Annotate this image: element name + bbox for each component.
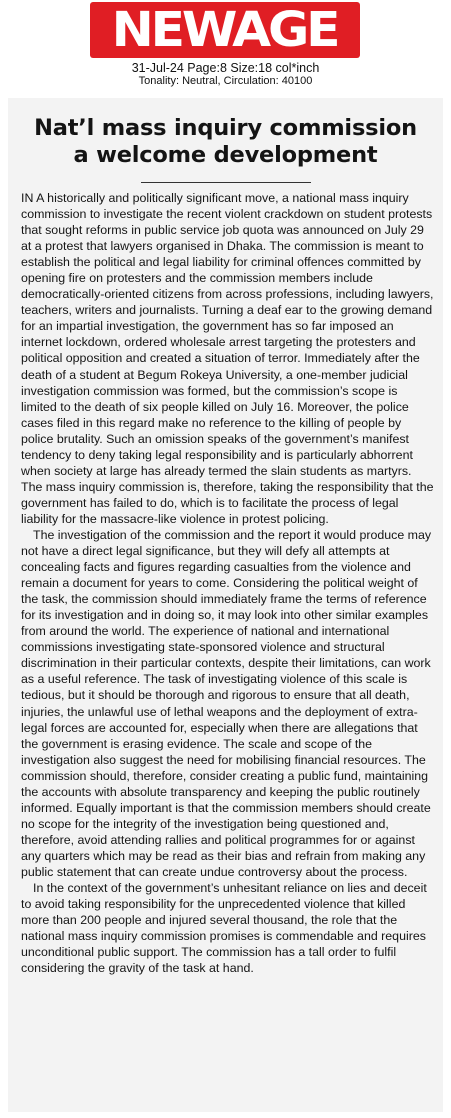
- publication-info: 31-Jul-24 Page:8 Size:18 col*inch: [131, 61, 320, 75]
- headline-divider: [141, 182, 311, 183]
- headline-line-1: Nat’l mass inquiry commission: [34, 115, 417, 141]
- article-paragraph-3: In the context of the government’s unhesitant reliance on lies and deceit to avoid taking responsibility for the unprecedented violence that killed more than 200 people and injured several thousand, the role that the national mass inquiry commission promises is commendable and requires unconditional public support. The commission has a tall order to fulfil considering the gravity of the task at hand.: [21, 881, 427, 976]
- article-headline: [8, 115, 443, 169]
- article-paragraph-2: The investigation of the commission and the report it would produce may not have a direct legal significance, but they will defy all attempts at concealing facts and figures regarding casualties from the violence and remain a document for years to come. Considering the political weight of the task, the commission should immediately frame the terms of reference for its investigation and in doing so, it may look into other similar examples from around the world. The experience of national and international commissions investigating state-sponsored violence and structural discrimination in their particular contexts, despite their limitations, can work as a useful reference. The task of investigating violence of this scale is tedious, but it should be thorough and rigorous to ensure that all death, injuries, the unlawful use of lethal weapons and the deployment of extra-legal forces are accounted for, especially when there are allegations that the government is erasing evidence. The scale and scope of the investigation also suggest the need for mobilising financial resources. The commission should, therefore, consider creating a public fund, maintaining the accounts with absolute transparency and keeping the public routinely informed. Equally important is that the commission members should create no scope for the integrity of the investigation being questioned and, therefore, avoid attending rallies and political programmes for or against any quarters which may be read as their bias and refrain from making any public statement that can create undue controversy about the process.: [21, 527, 432, 879]
- article-clipping: [8, 98, 443, 1112]
- logo-text: NEWAGE: [112, 2, 338, 58]
- newspaper-logo: [90, 2, 360, 58]
- article-body: [21, 190, 434, 976]
- headline-line-2: a welcome development: [73, 142, 378, 168]
- article-paragraph-1: IN A historically and politically significant move, a national mass inquiry commission to investigate the recent violent crackdown on student protests that sought reforms in public service job quota was announced on July 29 at a protest that lawyers organised in Dhaka. The commission is meant to establish the political and legal liability for criminal offences committed by opening fire on protesters and the commission members include democratically-oriented citizens from across professions, including lawyers, teachers, writers and journalists. Turning a deaf ear to the growing demand for an impartial investigation, the government has so far imposed an internet lockdown, ordered wholesale arrest targeting the protesters and political opposition and created a situation of terror. Immediately after the death of a student at Begum Rokeya University, a one-member judicial investigation commission was formed, but the commission’s scope is limited to the death of six people killed on July 16. Moreover, the police cases filed in this regard make no reference to the killing of people by police brutality. Such an omission speaks of the government’s manifest tendency to deny taking legal responsibility and is particularly abhorrent when society at large has already termed the slain students as martyrs. The mass inquiry commission is, therefore, taking the responsibility that the government has failed to do, which is to facilitate the process of legal liability for the massacre-like violence in protest policing.: [21, 191, 434, 526]
- clipping-metadata: [0, 61, 451, 88]
- tonality-circulation: Tonality: Neutral, Circulation: 40100: [138, 75, 313, 87]
